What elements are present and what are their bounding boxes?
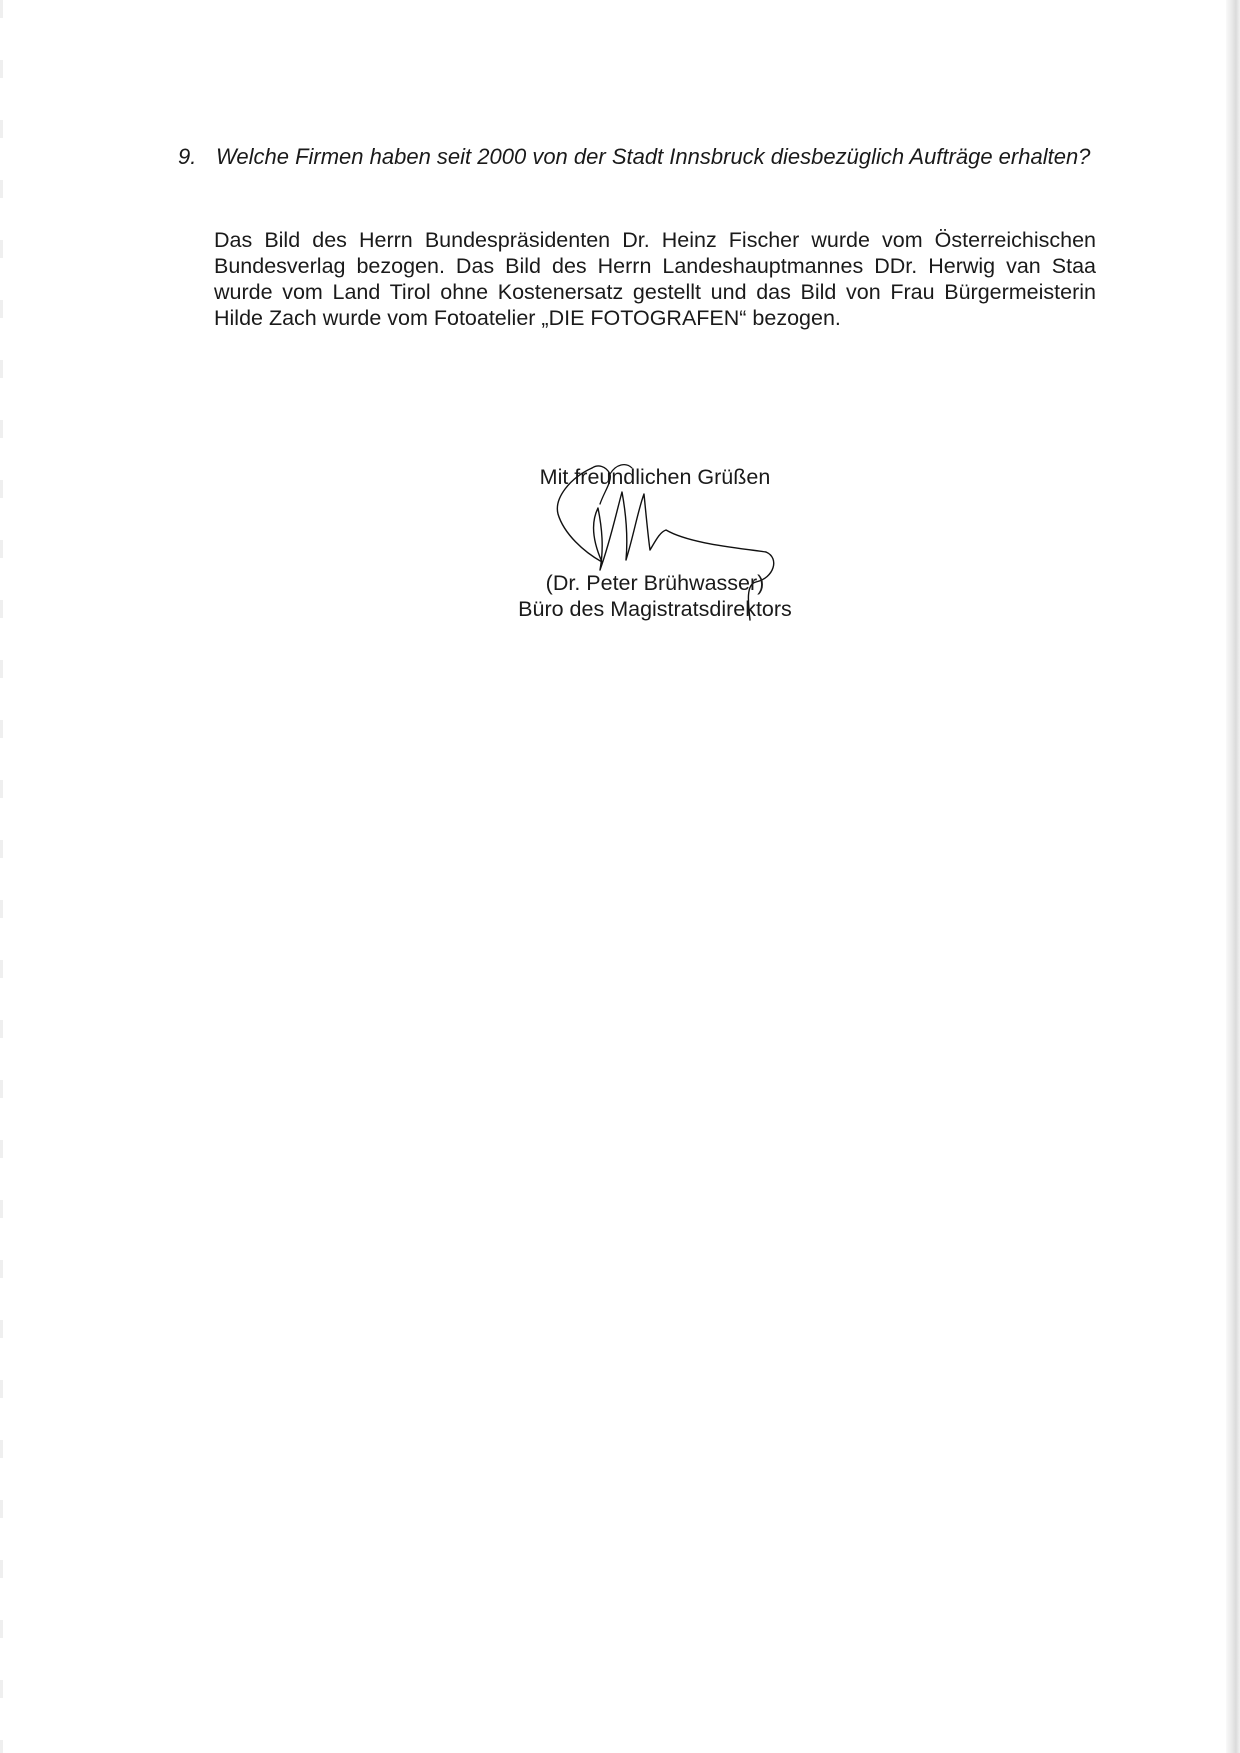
question-block [178, 144, 1098, 170]
signatory-office: Büro des Magistratsdirektors [518, 597, 792, 621]
signatory-name: (Dr. Peter Brühwasser) [545, 571, 765, 595]
question-text: Welche Firmen haben seit 2000 von der Stadt Innsbruck diesbezüglich Aufträge erhalten? [216, 144, 1091, 169]
scan-edge-right [1226, 0, 1240, 1753]
scan-edge-left [0, 0, 3, 1753]
answer-paragraph: Das Bild des Herrn Bundespräsidenten Dr. Heinz Fischer wurde vom Österreichischen Bundesverlag bezogen. Das Bild des Herrn Landeshauptmannes DDr. Herwig van Staa wurde vom Land Tirol ohne Kostenersatz gestellt und das Bild von Frau Bürgermeisterin Hilde Zach wurde vom Fotoatelier „DIE FOTOGRAFEN“ bezogen. [214, 228, 1096, 330]
question-number: 9. [178, 144, 197, 169]
closing-greeting: Mit freundlichen Grüßen [539, 465, 771, 489]
